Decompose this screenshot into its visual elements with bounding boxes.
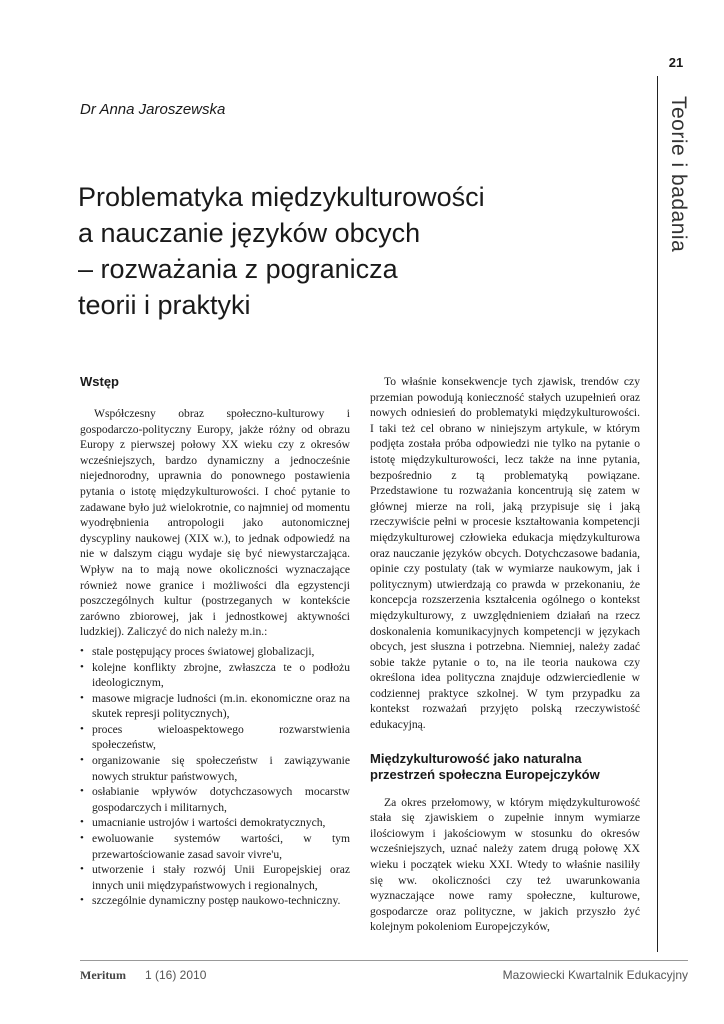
title-line: a nauczanie języków obcych xyxy=(78,218,421,248)
list-item: • szczególnie dynamiczny postęp naukowo-techniczny. xyxy=(80,894,341,908)
list-item: • stale postępujący proces światowej globalizacji, xyxy=(80,644,315,658)
list-item: • kolejne konflikty zbrojne, zwłaszcza te o podłożu ideologicznym, xyxy=(80,660,350,690)
list-item: • proces wieloaspektowego rozwarstwienia społeczeństw, xyxy=(80,722,350,752)
bullet-icon: • xyxy=(80,863,84,876)
bullet-icon: • xyxy=(80,644,84,657)
section-heading-intro: Wstęp xyxy=(80,374,119,389)
bullet-icon: • xyxy=(80,832,84,845)
list-item: • utworzenie i stały rozwój Unii Europejskiej oraz innych unii międzypaństwowych i regionalnych, xyxy=(80,863,350,892)
bullet-icon: • xyxy=(80,816,84,829)
footer-journal-name: Meritum xyxy=(80,968,126,982)
vertical-rule xyxy=(657,76,658,952)
bullet-icon: • xyxy=(80,660,84,673)
bullet-icon: • xyxy=(80,894,84,907)
body-paragraph: To właśnie konsekwencje tych zjawisk, trendów czy przemian powodują konieczność stałych uzupełnień oraz nowych odniesień do problematyki międzykulturowości. I taki też cel obrano w niniejszym artykule, w którym podjęta została próba odpowiedzi nie tylko na pytanie o istotę międzykulturowości, lecz także na inne pytania, bezpośrednio z tą problematyką powiązane. Przedstawione tu rozważania koncentrują się zatem w głównej mierze na roli, jaką przypisuje się i jaką rzeczywiście pełni w procesie kształtowania kompetencji międzykulturowej człowieka edukacja międzykulturowa oraz nauczanie języków obcych. Dotychczasowe badania, opinie czy postulaty (tak w wymiarze naukowym, jak i politycznym) utwierdzają co prawda w przekonaniu, że koncepcja rozszerzenia kształcenia ogólnego o kontekst międzykulturowy, z uwzględnieniem działań na rzecz doskonalenia komunikacyjnych kompetencji w językach obcych, jest słuszna i potrzebna. Niemniej, należy zadać sobie także pytanie o to, na ile teoria naukowa czy określona idea polityczna znajduje odzwierciedlenie w codziennej praktyce szkolnej. W tym przypadku za kontekst rozważań przyjęto polską rzeczywistość edukacyjną. xyxy=(370,375,640,732)
title-line: – rozważania z pogranicza xyxy=(78,254,398,284)
author-name: Dr Anna Jaroszewska xyxy=(80,101,226,118)
bullet-icon: • xyxy=(80,754,84,767)
right-column xyxy=(370,374,640,935)
section-label: Teorie i badania xyxy=(667,96,690,253)
bullet-icon: • xyxy=(80,691,84,704)
article-title xyxy=(78,179,638,323)
page-number: 21 xyxy=(668,55,684,70)
footer-publication: Mazowiecki Kwartalnik Edukacyjny xyxy=(502,968,688,982)
list-item: • organizowanie się społeczeństw i zawiązywanie nowych struktur państwowych, xyxy=(80,754,350,783)
list-item: • umacnianie ustrojów i wartości demokratycznych, xyxy=(80,816,326,830)
list-item: • osłabianie wpływów dotychczasowych mocarstw gospodarczych i militarnych, xyxy=(80,785,350,814)
bullet-icon: • xyxy=(80,785,84,798)
list-item: • ewoluowanie systemów wartości, w tym przewartościowanie zasad savoir vivre'u, xyxy=(80,832,350,861)
intro-paragraph: Współczesny obraz społeczno-kulturowy i gospodarczo-polityczny Europy, jakże różny od obrazu Europy z pierwszej połowy XX wieku czy z okresów wcześniejszych, bardzo dynamiczny a jednocześnie niejednorodny, uprawnia do ponownego postawienia pytania o istotę międzykulturowości. I choć pytanie to zadawane było już wielokrotnie, co najmniej od momentu wyodrębnienia antropologii jako autonomicznej dyscypliny naukowej (XIX w.), to jednak odpowiedź na nie w dalszym ciągu wydaje się być niewystarczająca. Wpływ na to mają nowe okoliczności wyznaczające również nowe granice i możliwości dla egzystencji poszczególnych kultur (postrzeganych w kontekście zarówno zbiorowej, jak i jednostkowej aktywności ludzkiej). Zaliczyć do nich należy m.in.: xyxy=(80,407,350,639)
bullet-list xyxy=(80,644,350,909)
bullet-icon: • xyxy=(80,722,84,735)
left-column xyxy=(80,374,350,909)
footer-rule xyxy=(80,960,688,961)
title-line: Problematyka międzykulturowości xyxy=(78,182,485,212)
section-heading-intercultural: Międzykulturowość jako naturalna przestrzeń społeczna Europejczyków xyxy=(370,750,600,782)
body-paragraph: Za okres przełomowy, w którym międzykulturowość stała się zjawiskiem o zupełnie innym wymiarze ilościowym i jakościowym w stosunku do okresów wcześniejszych, uznać należy zatem drugą połowę XX wieku i początek wieku XXI. Wtedy to właśnie nasiliły się ww. okoliczności czy też uwarunkowania wyznaczające nowe ramy społeczne, kulturowe, gospodarcze oraz polityczne, w jakich przyszło żyć kolejnym pokoleniom Europejczyków, xyxy=(370,795,640,934)
title-line: teorii i praktyki xyxy=(78,290,251,320)
footer-issue: 1 (16) 2010 xyxy=(145,968,207,982)
list-item: • masowe migracje ludności (m.in. ekonomiczne oraz na skutek represji politycznych), xyxy=(80,691,350,721)
